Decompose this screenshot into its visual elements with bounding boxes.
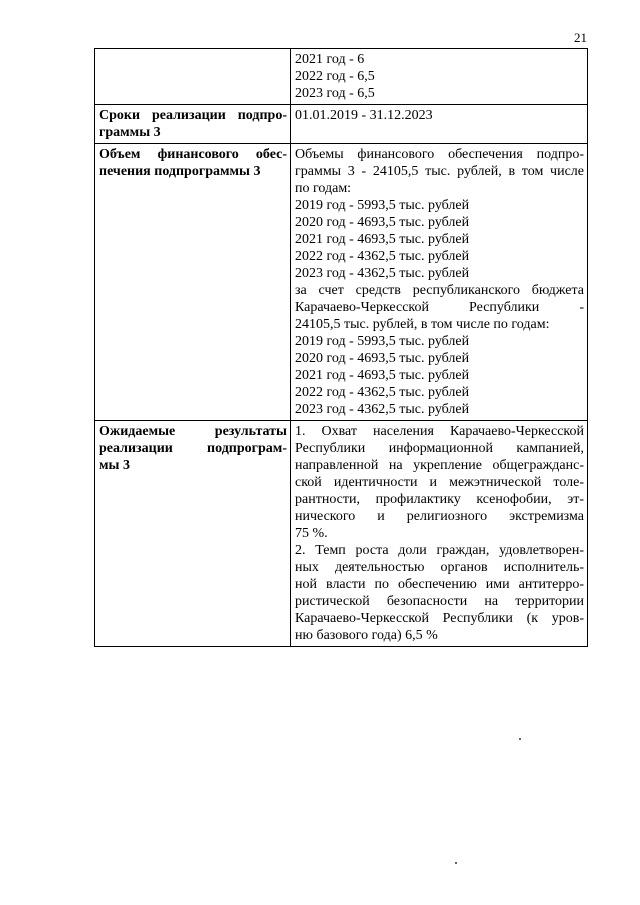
row-value-cell (291, 144, 588, 421)
value-line: 2022 год - 4362,5 тыс. рублей (295, 385, 470, 400)
value-line: Карачаево-Черкесской Республики (к уров- (295, 611, 584, 626)
value-line: 2021 год - 4693,5 тыс. рублей (295, 368, 470, 383)
scan-speck (519, 738, 521, 740)
table-row (95, 421, 588, 647)
value-line: ской идентичности и межэтнической толе- (295, 475, 584, 490)
value-line: 1. Охват населения Карачаево-Черкесской (295, 424, 584, 439)
label-line: реализации подпрограм- (99, 441, 287, 456)
table-row (95, 49, 588, 105)
value-line: 2021 год - 6 (295, 52, 365, 67)
value-line: Карачаево-Черкесской Республики - (295, 300, 584, 315)
value-line: 2. Темп роста доли граждан, удовлетворен- (295, 543, 584, 558)
value-line: 2021 год - 4693,5 тыс. рублей (295, 232, 470, 247)
value-line: граммы 3 - 24105,5 тыс. рублей, в том числе (295, 164, 584, 179)
value-line: 2019 год - 5993,5 тыс. рублей (295, 334, 470, 349)
value-line: 24105,5 тыс. рублей, в том числе по годам: (295, 317, 550, 332)
value-line: Республики информационной кампанией, (295, 441, 584, 456)
value-line: рантности, профилактику ксенофобии, эт- (295, 492, 584, 507)
value-line: ристической безопасности на территории (295, 594, 584, 609)
value-line: 2023 год - 4362,5 тыс. рублей (295, 266, 470, 281)
value-line: 2019 год - 5993,5 тыс. рублей (295, 198, 470, 213)
row-value-cell (291, 421, 588, 647)
value-line: 75 %. (295, 526, 328, 541)
value-line: 01.01.2019 - 31.12.2023 (295, 108, 433, 123)
value-line: 2020 год - 4693,5 тыс. рублей (295, 351, 470, 366)
value-line: ной власти по обеспечению ими антитерро- (295, 577, 584, 592)
row-label-cell (95, 49, 291, 105)
table-body (95, 49, 588, 647)
value-line: ню базового года) 6,5 % (295, 628, 438, 643)
value-line: по годам: (295, 181, 352, 196)
row-value-cell (291, 49, 588, 105)
value-line: 2022 год - 6,5 (295, 69, 375, 84)
scan-speck (455, 862, 457, 864)
table-row (95, 144, 588, 421)
value-line: направленной на укрепление общегражданс- (295, 458, 584, 473)
value-line: 2023 год - 4362,5 тыс. рублей (295, 402, 470, 417)
label-line: граммы 3 (99, 125, 161, 140)
value-line: за счет средств республиканского бюджета (295, 283, 584, 298)
page-number: 21 (574, 30, 587, 45)
value-line: 2023 год - 6,5 (295, 86, 375, 101)
value-line: ных деятельностью органов исполнитель- (295, 560, 584, 575)
label-line: Объем финансового обес- (99, 147, 287, 162)
passport-table (94, 48, 588, 647)
value-line: Объемы финансового обеспечения подпро- (295, 147, 584, 162)
row-label-cell (95, 421, 291, 647)
value-line: 2020 год - 4693,5 тыс. рублей (295, 215, 470, 230)
row-label-cell (95, 144, 291, 421)
row-label-cell (95, 105, 291, 144)
row-value-cell (291, 105, 588, 144)
label-line: Сроки реализации подпро- (99, 108, 287, 123)
table-row (95, 105, 588, 144)
value-line: нического и религиозного экстремизма (295, 509, 584, 524)
label-line: Ожидаемые результаты (99, 424, 287, 439)
value-line: 2022 год - 4362,5 тыс. рублей (295, 249, 470, 264)
label-line: печения подпрограммы 3 (99, 164, 261, 179)
label-line: мы 3 (99, 458, 130, 473)
